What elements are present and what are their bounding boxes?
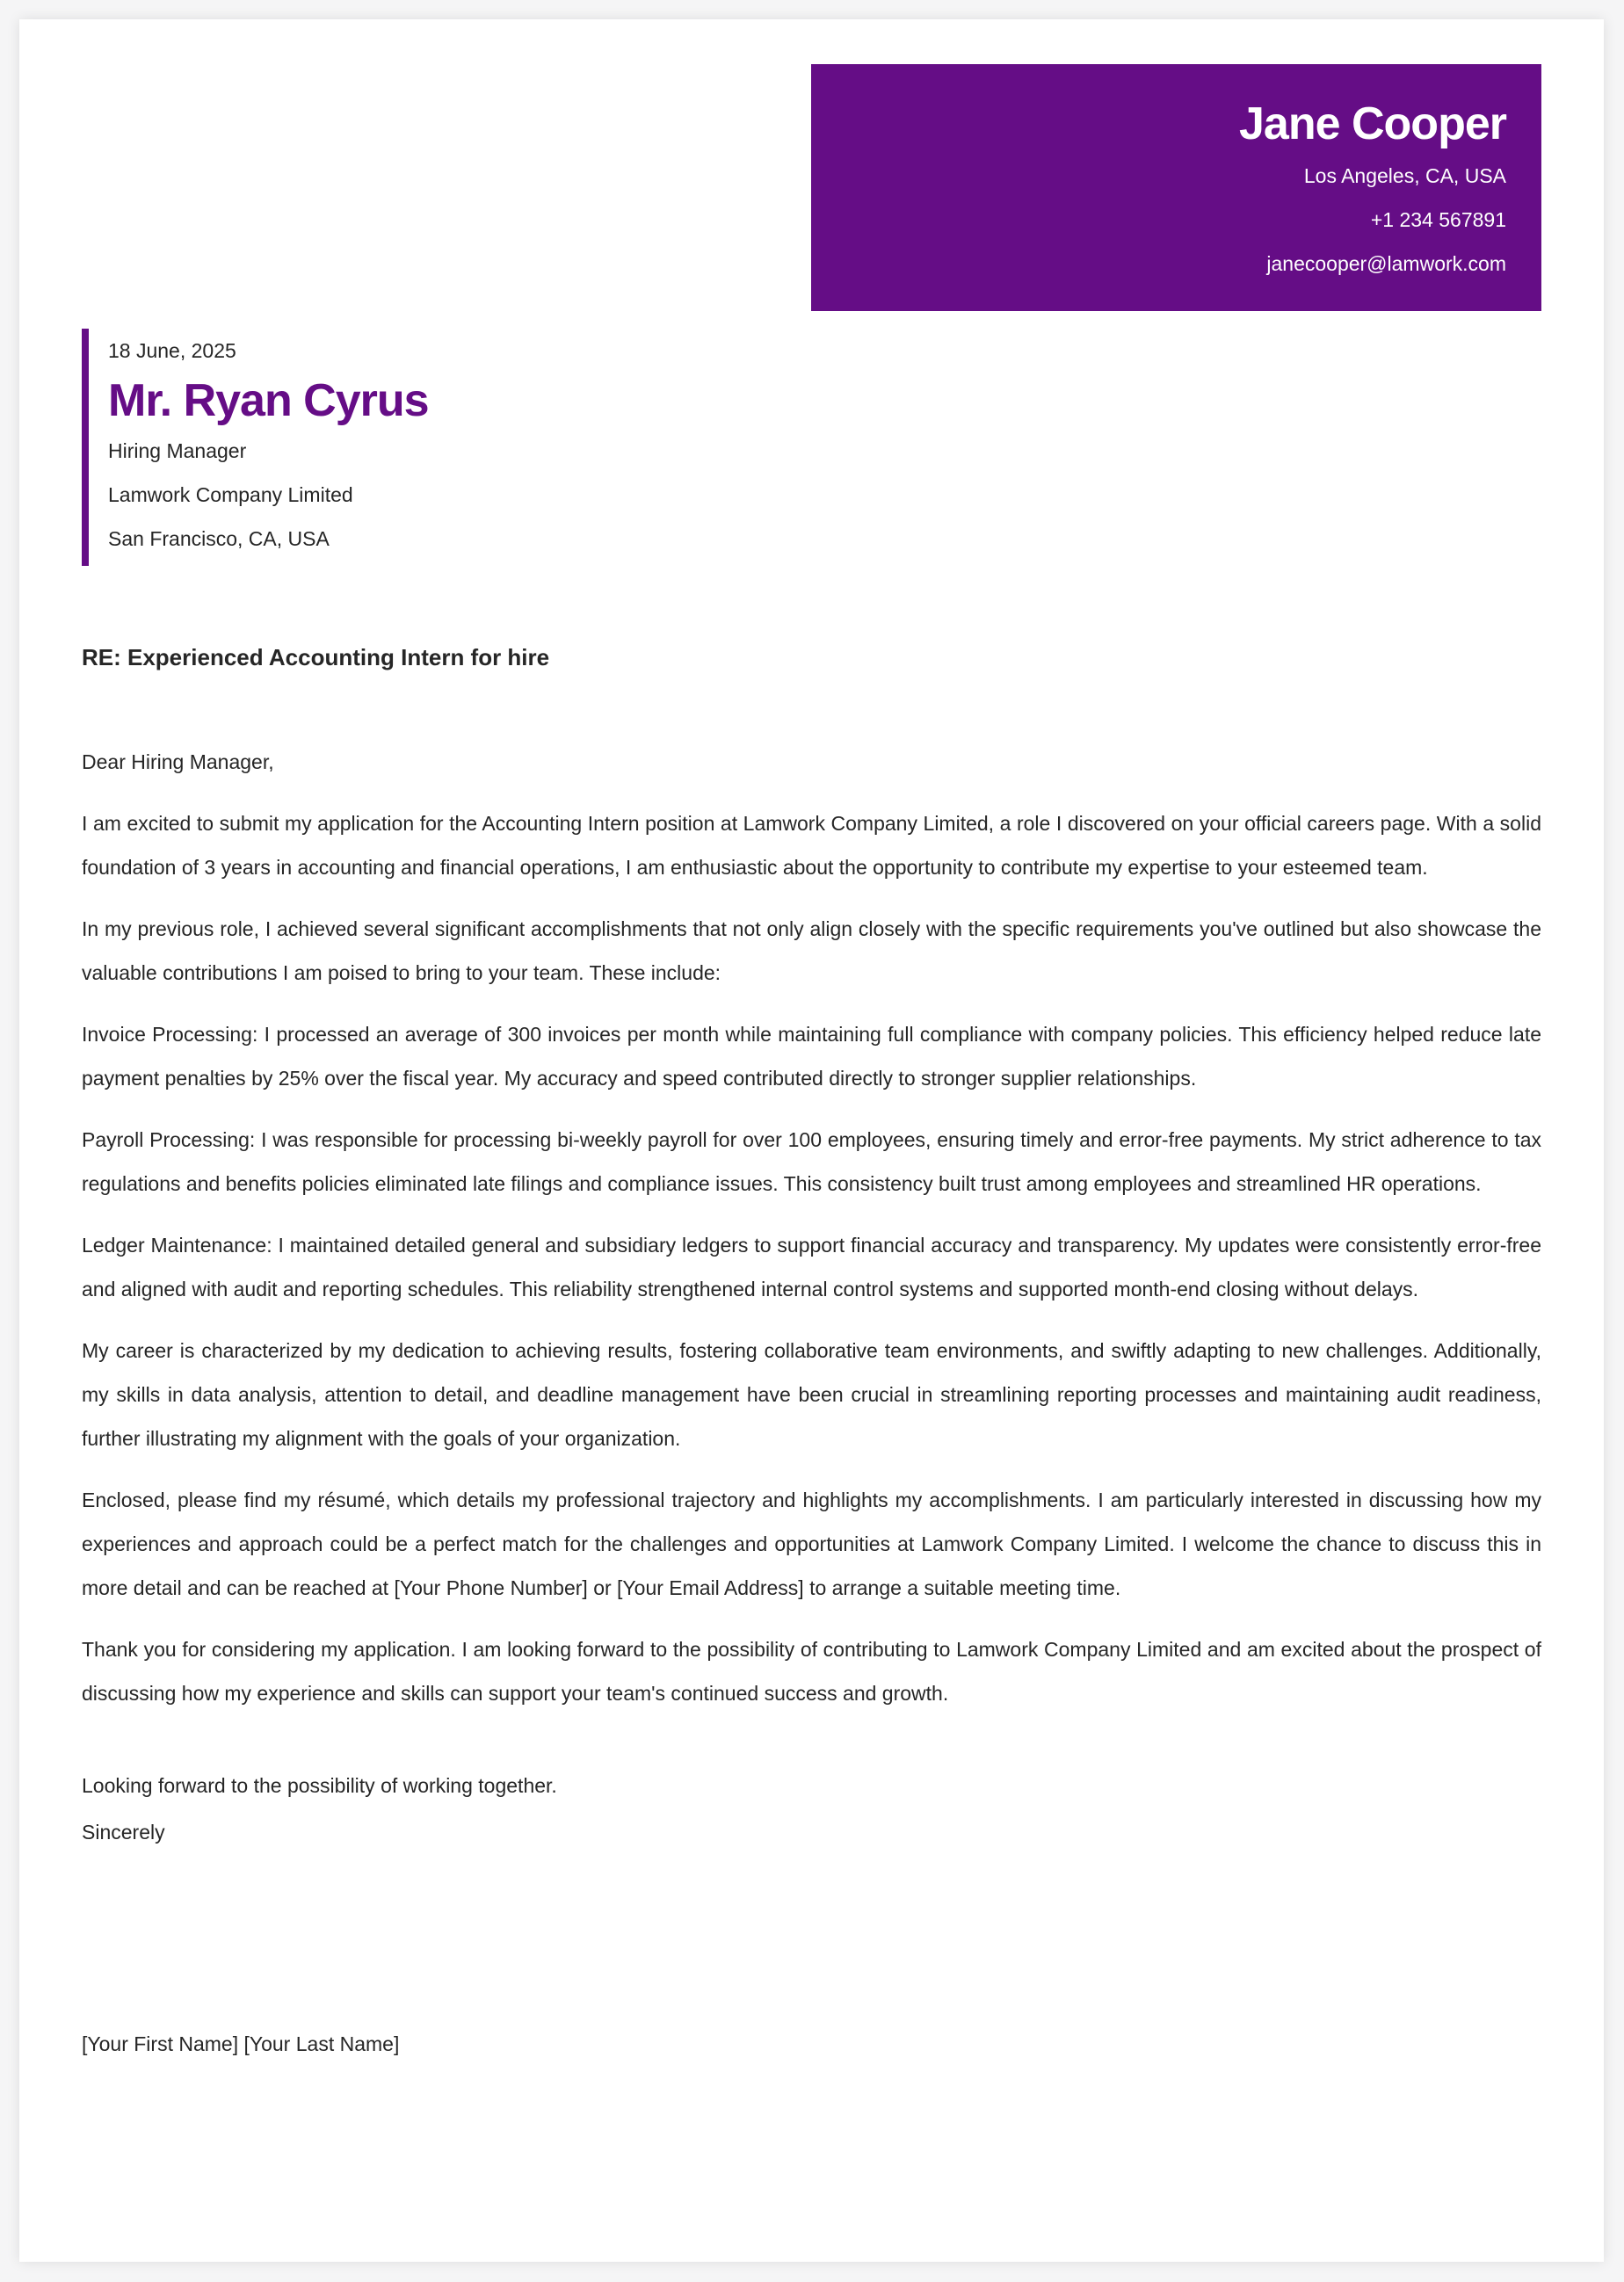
recipient-name: Mr. Ryan Cyrus bbox=[108, 375, 429, 426]
sender-phone: +1 234 567891 bbox=[1370, 208, 1506, 231]
body-paragraph: My career is characterized by my dedication to achieving results, fostering collaborative team environments, and swiftly adapting to new challenges. Additionally, my skills in data analysis, attention to detail, and deadline management have been crucial in streamlining reporting processes and maintaining audit readiness, further illustrating my alignment with the goals of your organization. bbox=[82, 1339, 1541, 1450]
body-paragraph: I am excited to submit my application for the Accounting Intern position at Lamwork Company Limited, a role I discovered on your official careers page. With a solid foundation of 3 years in accounting and financial operations, I am enthusiastic about the opportunity to contribute my expertise to your esteemed team. bbox=[82, 812, 1541, 879]
greeting: Dear Hiring Manager, bbox=[82, 750, 274, 773]
recipient-block bbox=[82, 329, 873, 566]
sender-name: Jane Cooper bbox=[1239, 98, 1506, 149]
sender-location: Los Angeles, CA, USA bbox=[1303, 164, 1506, 187]
recipient-location: San Francisco, CA, USA bbox=[108, 527, 330, 550]
letter-body bbox=[82, 740, 1541, 1733]
sender-header bbox=[811, 64, 1541, 311]
letter-page bbox=[19, 19, 1604, 2262]
body-paragraph: Ledger Maintenance: I maintained detailed general and subsidiary ledgers to support financial accuracy and transparency. My updates were consistently error-free and aligned with audit and reporting schedules. This reliability strengthened internal control systems and supported month-end closing without delays. bbox=[82, 1234, 1541, 1300]
body-paragraph: Thank you for considering my application. I am looking forward to the possibility of contributing to Lamwork Company Limited and am excited about the prospect of discussing how my experience and skills can support your team's continued success and growth. bbox=[82, 1638, 1541, 1705]
recipient-company: Lamwork Company Limited bbox=[108, 483, 353, 506]
body-paragraph: Enclosed, please find my résumé, which details my professional trajectory and highlights my accomplishments. I am particularly interested in discussing how my experiences and approach could be a perfect match for the challenges and opportunities at Lamwork Company Limited. I welcome the chance to discuss this in more detail and can be reached at [Your Phone Number] or [Your Email Address] to arrange a suitable meeting time. bbox=[82, 1489, 1541, 1599]
body-paragraph: In my previous role, I achieved several significant accomplishments that not only align closely with the specific requirements you've outlined but also showcase the valuable contributions I am poised to bring to your team. These include: bbox=[82, 917, 1541, 984]
letter-date: 18 June, 2025 bbox=[108, 339, 236, 362]
closing-signoff: Sincerely bbox=[82, 1821, 165, 1844]
letter-subject: RE: Experienced Accounting Intern for hire bbox=[82, 644, 550, 670]
body-paragraph: Payroll Processing: I was responsible for processing bi-weekly payroll for over 100 employees, ensuring timely and error-free payments. My strict adherence to tax regulations and benefits policies eliminated late filings and compliance issues. This consistency built trust among employees and streamlined HR operations. bbox=[82, 1128, 1541, 1195]
recipient-title: Hiring Manager bbox=[108, 439, 247, 462]
closing-line: Looking forward to the possibility of working together. bbox=[82, 1774, 557, 1797]
sender-email: janecooper@lamwork.com bbox=[1266, 252, 1506, 275]
body-paragraph: Invoice Processing: I processed an average of 300 invoices per month while maintaining full compliance with company policies. This efficiency helped reduce late payment penalties by 25% over the fiscal year. My accuracy and speed contributed directly to stronger supplier relationships. bbox=[82, 1023, 1541, 1090]
signature-name: [Your First Name] [Your Last Name] bbox=[82, 2032, 400, 2055]
